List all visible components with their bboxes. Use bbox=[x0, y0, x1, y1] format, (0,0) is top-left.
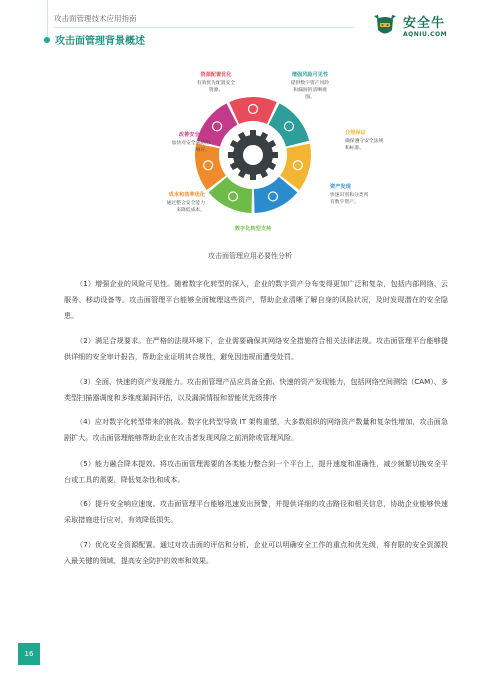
segment-description: 资源。 bbox=[208, 88, 224, 93]
bullet-dot-icon bbox=[44, 37, 50, 43]
segment-description: 快速识别和分类所 bbox=[330, 193, 369, 198]
paragraph-2: （2）满足合规要求。在严格的法规环境下，企业需要确保其网络安全措施符合相关法律法规。攻击面管理平台能够提供详细的安全审计报告，帮助企业证明其合规性，避免因违规而遭受处罚。 bbox=[64, 336, 448, 361]
segment-title: 资产发现 bbox=[330, 184, 351, 190]
segment-description: 加快对安全威胁的 bbox=[171, 141, 210, 146]
paragraph-3: （3）全面、快速的资产发现能力。攻击面管理产品应具备全面、快速的资产发现能力，包括网络空间测绘（CAM）、多类型扫描器调度和多维度漏洞评估，以及漏洞情报和智能优先级排序 bbox=[64, 377, 448, 402]
segment-description: 响应。 bbox=[195, 148, 210, 153]
segment-description: 图。 bbox=[305, 95, 315, 100]
figure-caption: 攻击面管理应用必要性分析 bbox=[208, 252, 292, 260]
segment-title: 成本和效率优化 bbox=[168, 192, 205, 198]
segment-description: 和漏洞的清晰视 bbox=[293, 88, 327, 93]
segment-title: 增强风险可见性 bbox=[291, 72, 329, 78]
gear-icon bbox=[222, 124, 284, 186]
paragraph-4: （4）应对数字化转型带来的挑战。数字化转型导致 IT 架构重塑，大多数组织的网络资产数量和复杂性增加，攻击面急剧扩大。攻击面管理能够帮助企业在攻击者发现风险之前消除或管理风险。 bbox=[64, 417, 448, 442]
paragraph-6: （6）提升安全响应速度。攻击面管理平台能够迅速发出预警，并提供详细的攻击路径和相关信息，协助企业能够快速采取措施进行应对，有效降低损失。 bbox=[64, 499, 448, 524]
segment-description: 提供数字资产风险 bbox=[290, 81, 330, 86]
logo-chinese: 安全牛 bbox=[403, 16, 446, 31]
segment-description: 有数字资产。 bbox=[330, 200, 359, 205]
section-title: 攻击面管理背景概述 bbox=[55, 36, 145, 47]
section-heading bbox=[44, 32, 145, 47]
page-number: 16 bbox=[18, 643, 40, 665]
segment-description: 有效优先配置安全 bbox=[196, 81, 236, 86]
segment-title: 合规保证 bbox=[345, 130, 366, 136]
segment-description: 通过整合安全能力 bbox=[166, 201, 205, 206]
segment-description: 确保遵守安全法规 bbox=[345, 139, 384, 144]
header-divider bbox=[54, 27, 354, 28]
paragraph-1: （1）增强企业的风险可见性。随着数字化转型的深入，企业的数字资产分布变得更加广泛和复杂，包括内部网络、云服务、移动设备等。攻击面管理平台能够全面梳理这些资产，帮助企业清晰了解自身的风险状况，及时发现潜在的安全隐患。 bbox=[64, 279, 448, 320]
segment-title: 数字化转型支持 bbox=[234, 226, 272, 232]
bull-mascot-icon bbox=[372, 12, 398, 38]
segment-description: 来降低成本。 bbox=[176, 208, 205, 213]
logo-english: AQNIU.COM bbox=[403, 31, 448, 38]
segment-description: 和标准。 bbox=[345, 146, 365, 151]
document-title: 攻击面管理技术应用指南 bbox=[54, 14, 137, 23]
segment-title: 资源配置优化 bbox=[200, 72, 232, 78]
necessity-wheel-diagram bbox=[0, 60, 500, 250]
paragraph-5: （5）能力融合降本提效。将攻击面管理需要的各类能力整合到一个平台上，提升速度和准确性，减少频繁切换安全平台或工具的需要，降低复杂性和成本。 bbox=[64, 459, 448, 484]
paragraph-7: （7）优化安全资源配置。通过对攻击面的评估和分析，企业可以明确安全工作的重点和优先级，将有限的安全资源投入最关键的领域，提高安全防护的效率和效果。 bbox=[64, 540, 448, 565]
brand-logo bbox=[372, 12, 447, 38]
wheel-segment bbox=[229, 97, 277, 124]
segment-title: 改善安全响应 bbox=[178, 132, 210, 138]
